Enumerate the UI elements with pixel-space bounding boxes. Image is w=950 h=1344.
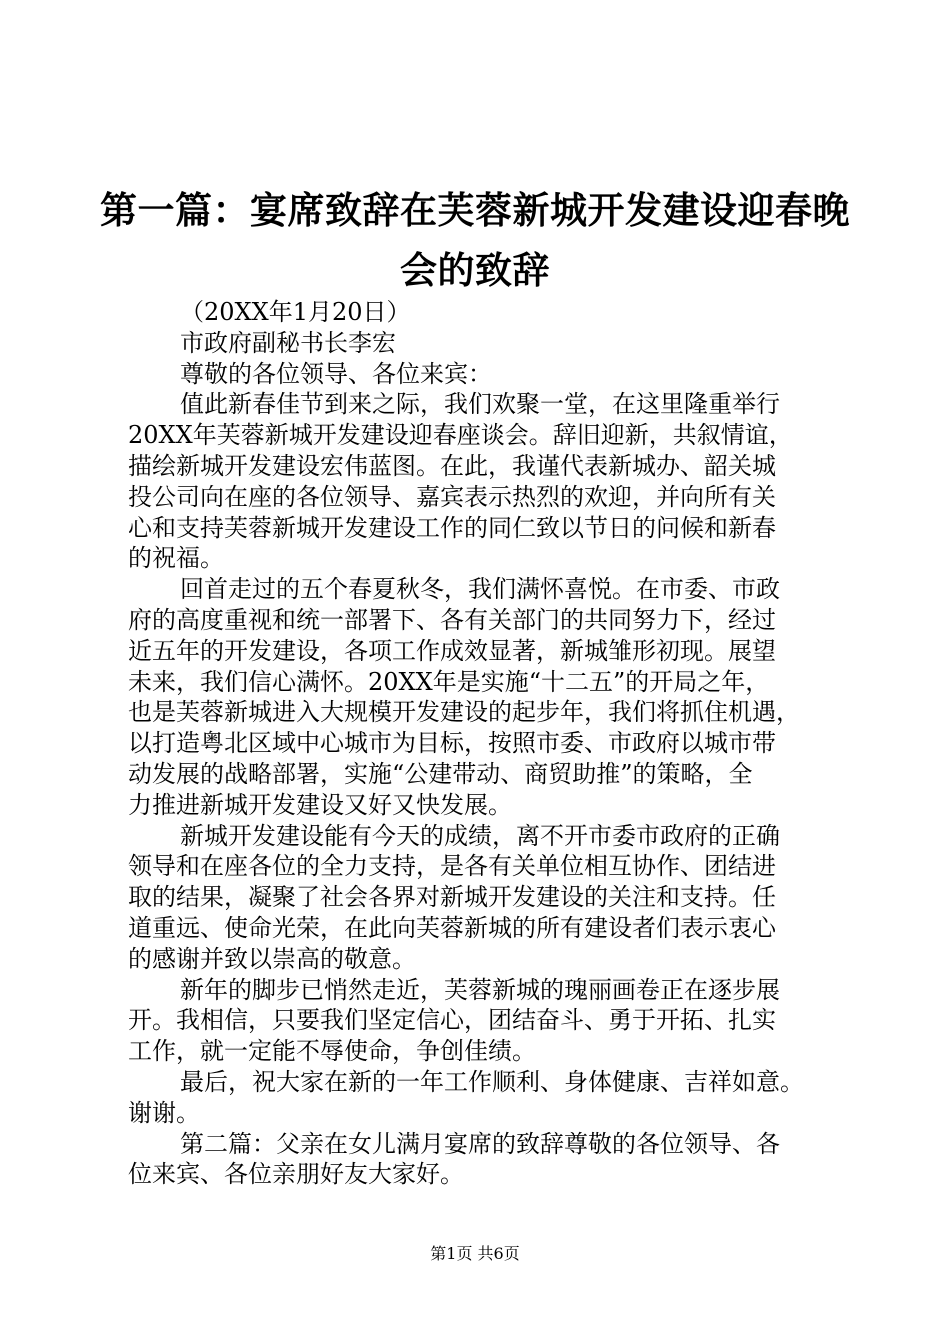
text-line: 近五年的开发建设，各项工作成效显著，新城雏形初现。展望 — [128, 636, 776, 665]
text-line: 也是芙蓉新城进入大规模开发建设的起步年，我们将抓住机遇， — [128, 698, 800, 727]
text-line: 20XX年芙蓉新城开发建设迎春座谈会。辞旧迎新，共叙情谊， — [128, 421, 793, 450]
text-line: 回首走过的五个春夏秋冬，我们满怀喜悦。在市委、市政 — [180, 575, 780, 604]
text-line: 心和支持芙蓉新城开发建设工作的同仁致以节日的问候和新春 — [128, 513, 776, 542]
text-line: 谢谢。 — [128, 1098, 200, 1127]
document-body — [128, 297, 846, 1190]
text-line: 未来，我们信心满怀。20XX年是实施“十二五”的开局之年， — [128, 667, 770, 696]
text-line: 动发展的战略部署，实施“公建带动、商贸助推”的策略，全 — [128, 759, 753, 788]
text-line: 的感谢并致以崇高的敬意。 — [128, 944, 416, 973]
text-line: 的祝福。 — [128, 544, 224, 573]
text-line: 市政府副秘书长李宏 — [180, 328, 396, 357]
title-line-2: 会的致辞 — [400, 248, 550, 292]
text-line: 新年的脚步已悄然走近，芙蓉新城的瑰丽画卷正在逐步展 — [180, 975, 780, 1004]
text-line: 取的结果，凝聚了社会各界对新城开发建设的关注和支持。任 — [128, 883, 776, 912]
text-line: 开。我相信，只要我们坚定信心，团结奋斗、勇于开拓、扎实 — [128, 1006, 776, 1035]
text-line: 领导和在座各位的全力支持，是各有关单位相互协作、团结进 — [128, 852, 776, 881]
text-line: 描绘新城开发建设宏伟蓝图。在此，我谨代表新城办、韶关城 — [128, 451, 776, 480]
text-line: 以打造粤北区域中心城市为目标，按照市委、市政府以城市带 — [128, 729, 776, 758]
page-footer: 第1页 共6页 — [430, 1244, 520, 1263]
text-line: 府的高度重视和统一部署下、各有关部门的共同努力下，经过 — [128, 605, 776, 634]
text-line: 力推进新城开发建设又好又快发展。 — [128, 790, 512, 819]
text-line: 工作，就一定能不辱使命，争创佳绩。 — [128, 1037, 536, 1066]
text-line: 道重远、使命光荣，在此向芙蓉新城的所有建设者们表示衷心 — [128, 913, 776, 942]
text-line: 第二篇：父亲在女儿满月宴席的致辞尊敬的各位领导、各 — [180, 1129, 780, 1158]
text-line: 投公司向在座的各位领导、嘉宾表示热烈的欢迎，并向所有关 — [128, 482, 776, 511]
document-title — [100, 180, 850, 300]
text-line: 值此新春佳节到来之际，我们欢聚一堂，在这里隆重举行 — [180, 390, 780, 419]
text-line: （20XX年1月20日） — [180, 298, 411, 326]
text-line: 位来宾、各位亲朋好友大家好。 — [128, 1160, 464, 1189]
text-line: 尊敬的各位领导、各位来宾： — [180, 359, 492, 388]
text-line: 最后，祝大家在新的一年工作顺利、身体健康、吉祥如意。 — [180, 1067, 804, 1096]
text-line: 新城开发建设能有今天的成绩，离不开市委市政府的正确 — [180, 821, 780, 850]
title-line-1: 第一篇：宴席致辞在芙蓉新城开发建设迎春晚 — [100, 188, 850, 232]
